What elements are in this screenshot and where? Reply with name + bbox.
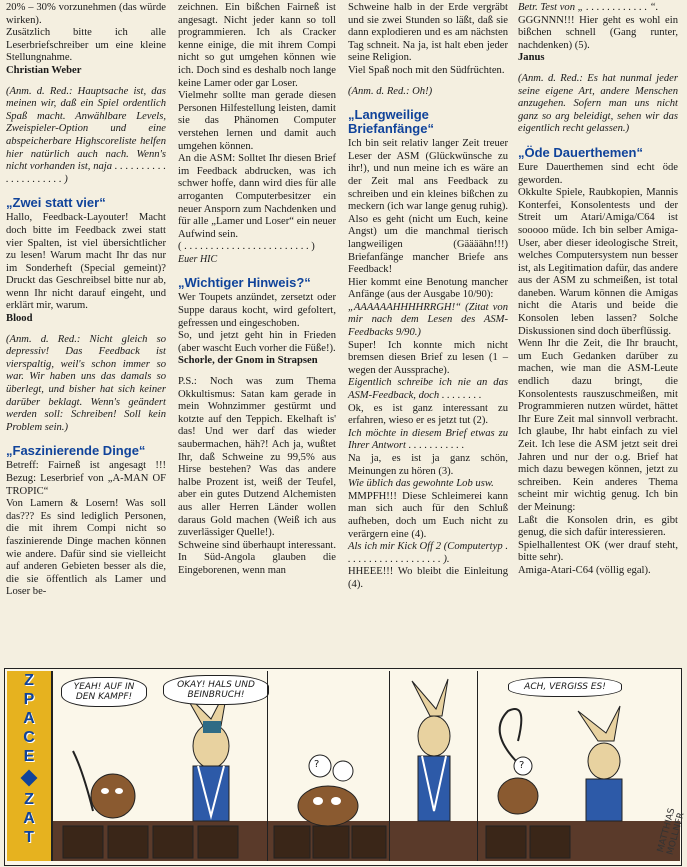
text-paragraph: HHEEE!!! Wo bleibt die Einleitung (4). — [348, 566, 508, 590]
text-quote: Wie üblich das gewohnte Lob usw. — [348, 478, 494, 490]
column-4 — [518, 2, 678, 578]
text-paragraph: Hier kommt eine Benotung mancher Anfänge (aus der Ausgabe 10/90): — [348, 276, 508, 301]
text-paragraph: Wenn Ihr die Zeit, die Ihr braucht, um Euch Gedanken darüber zu machen, wie man die ASM-Leute endlich dazu bringt, die Konsolentests rauszuschmeißen, mit Programmieren nutzen würdet, hättet Ihr Eure Zeit mal sinnvoll verbracht. Ich glaube, Ihr habt einfach zu viel Zeit. Ich lese die ASM jetzt seit drei Jahren und nur der o.g. Brief hat mich dazu bewegen können, jetzt zu schreiben. Kein anderes Thema scheint mir wichtig genug. Ich bin der Meinung: — [518, 338, 678, 513]
letter-signature: Schorle, der Gnom in Strapsen — [178, 355, 318, 367]
logo-letter: Z — [24, 672, 34, 689]
text-paragraph: Amiga-Atari-C64 (völlig egal). — [518, 564, 651, 576]
text-paragraph: An die ASM: Solltet Ihr diesen Brief im Feedback abdrucken, was ich schwer hoffe, dann wird dies für alle arroganten Computerbesitzer ein neuer Ansporn zum Nachdenken und für alle „Lamer und Loser“ ein neuer Aufwind sein. — [178, 153, 336, 240]
logo-letter: T — [24, 829, 34, 846]
comic-strip — [4, 668, 687, 866]
text-paragraph: Ich bin seit relativ langer Zeit treuer Leser der ASM (Glückwünsche zu ihr!), und nun meine ich es wäre an der Zeit mal ans Feedback zu schreiben und ein kleines bißchen zu meckern (ich war lange genug ruhig). Also es geht (nicht um Euch, keine Angst) um die manchmal tierisch langweiligen (Gäääähn!!!) Briefanfänge mancher Briefe ans Feedback! — [348, 138, 508, 276]
text-quote: Als ich mir Kick Off 2 (Computertyp . . . . . . . . . . . . . . . . . . . ). — [348, 541, 508, 565]
text-paragraph: Viel Spaß noch mit den Südfrüchten. — [348, 64, 505, 76]
speech-bubble: YEAH! AUF IN DEN KAMPF! — [61, 677, 147, 707]
letter-signature: Euer HIC — [178, 253, 218, 265]
text-paragraph: ( . . . . . . . . . . . . . . . . . . . . . . . . ) — [178, 241, 315, 253]
column-2 — [178, 2, 336, 578]
letter-signature: Christian Weber — [6, 64, 82, 76]
text-paragraph: Laßt die Konsolen drin, es gibt genug, die sich dafür interessieren. — [518, 514, 678, 539]
panel-4-art — [478, 671, 680, 861]
logo-letter: A — [23, 810, 35, 827]
text-paragraph: Hallo, Feedback-Layouter! Macht doch bitte im Feedback zwei statt vier Spalten, ist viel übersichtlicher zu lesen! Warum macht Ihr das nur im Sonderheft (Special gemeint)? Druckt das Geschreibsel bitte nur ab, wenn Ihr nicht darauf eingeht, und erklärt mir, warum. — [6, 212, 166, 312]
comic-panel-2 — [267, 671, 390, 861]
text-paragraph: So, und jetzt geht hin in Frieden (aber wascht Euch vorher die Füße!). — [178, 330, 336, 354]
panel-3-art — [390, 671, 478, 861]
panel-2-art — [268, 671, 390, 861]
editor-note: (Anm. d. Red.: Nicht gleich so depressiv! Das Feedback ist vierspaltig, weil's schon immer so war. Wir haben uns das damals so überlegt, und bisher hat sich keiner darüber beklagt. Wenn's geändert werden soll: Schreiben! Soll kein Problem sein.) — [6, 333, 166, 433]
text-paragraph: Schweine sind überhaupt interessant. In Süd-Angola glauben die Eingeborenen, wenn man — [178, 539, 336, 576]
text-paragraph: GGGNNN!!! Hier geht es wohl ein bißchen schnell (Gang runter, nachdenken) (5). — [518, 14, 678, 51]
text-paragraph: 20% – 30% vorzunehmen (das würde wirken). — [6, 2, 166, 26]
logo-letter: C — [23, 729, 35, 746]
logo-letter: Z — [24, 791, 34, 808]
diamond-icon — [21, 770, 38, 787]
logo-letter: E — [23, 748, 35, 765]
letter-heading: „Langweilige Briefanfänge“ — [348, 107, 434, 137]
text-quote: Ich möchte in diesem Brief etwas zu Ihrer Antwort . . . . . . . . . . . — [348, 427, 508, 452]
speech-bubble: ACH, VERGISS ES! — [508, 677, 622, 697]
text-quote: Betr. Test von „ . . . . . . . . . . . . “. — [518, 2, 659, 13]
letter-heading: „Zwei statt vier“ — [6, 195, 106, 211]
text-paragraph: Ok, es ist ganz interessant zu erfahren, wieso er es jetzt tut (2). — [348, 402, 508, 427]
text-paragraph: Vielmehr sollte man gerade diesen Personen Hilfestellung leisten, damit sie das Phänomen Computer verstehen lernen und damit auch umgehen können. — [178, 90, 336, 152]
comic-panel-4 — [477, 671, 687, 861]
question-mark: ? — [314, 759, 320, 770]
letter-signature: Janus — [518, 52, 545, 64]
text-paragraph: Wer Toupets anzündet, zersetzt oder Suppe daraus kocht, wird gefoltert, gefressen und eingeschoben. — [178, 292, 336, 329]
editor-note: (Anm. d. Red.: Oh!) — [348, 85, 433, 97]
letter-signature: Blood — [6, 313, 33, 325]
comic-panel-3 — [389, 671, 478, 861]
letter-heading: „Öde Dauerthemen“ — [518, 144, 643, 160]
text-paragraph: Eure Dauerthemen sind echt öde geworden. — [518, 161, 678, 186]
text-paragraph: MMPFH!!! Diese Schleimerei kann man sich auch für den Schluß aufheben, doch um Euch nicht zu verärgern eine (4). — [348, 490, 508, 540]
letter-heading: „Wichtiger Hinweis?“ — [178, 275, 311, 291]
text-paragraph: Betreff: Fairneß ist angesagt !!! Bezug: Leserbrief von „A-MAN OF TROPIC“ — [6, 460, 166, 497]
text-quote: „AAAAAAHHHHRRGH!“ (Zitat von mir nach dem Lesen des ASM-Feedbacks 9/90.) — [348, 301, 508, 339]
column-1 — [6, 2, 166, 599]
text-paragraph: Zusätzlich bitte ich alle Leserbriefschreiber um eine kleine Stellungnahme. — [6, 27, 166, 64]
text-paragraph: Spielhallentest OK (wer drauf steht, bitte sehr). — [518, 539, 678, 564]
text-paragraph: Von Lamern & Losern! Was soll das??? Es sind lediglich Personen, die mit ihrem Compi nicht so faszinierende Dinge machen können wie andere. Dafür sind sie vielleicht auf anderen Gebieten besser als die, die sie öffentlich als Lamer und Loser be- — [6, 498, 166, 598]
speech-bubble: OKAY! HALS UND BEINBRUCH! — [163, 675, 269, 705]
text-paragraph: Okkulte Spiele, Raubkopien, Mannis Konterfei, Konsolentests und der Streit um Atari/Amiga/C64 ist sooooo müde. Ich bin selber Amiga-User, aber dieser ideologische Streit, welches Computersystem nun besser ist, als Legitimation dafür, das andere aus der ASM zu schmeißen, ist total daneben. Warum können die Amigas nicht die Ataris und beide die Konsolen leben lassen? Solche Diskussionen sind doch überflüssig. — [518, 187, 678, 337]
text-paragraph: Super! Ich konnte mich nicht bremsen diesen Brief zu lesen (1 – wegen der Aussprache). — [348, 339, 508, 376]
logo-letter: A — [23, 710, 35, 727]
question-mark: ? — [519, 760, 525, 771]
editor-note: (Anm. d. Red.: Es hat nunmal jeder seine eigene Art, andere Menschen anzugehen. Sofern man uns nicht ganz so arg beleidigt, sehen wir das eigentlich recht gelassen.) — [518, 72, 678, 135]
text-paragraph: zeichnen. Ein bißchen Fairneß ist angesagt. Nicht jeder kann so toll programmieren. Ich als Cracker kenne einige, die mit ihrem Compi nicht so gut umgehen können wie ich. Doch sind es deshalb noch lange keine Lamer oder gar Loser. — [178, 2, 336, 89]
text-paragraph: P.S.: Noch was zum Thema Okkultismus: Satan kam gerade in mein Wohnzimmer gestürmt und kotzte auf den Teppich. Ekelhaft is' das! Und wer darf das wieder saubermachen, häh?! Ach ja, wußtet Ihr, daß Schweine zu 99,5% aus Hirse bestehen? Was das andere halbe Prozent ist, weiß der Teufel, aber ein gutes Dutzend Alchemisten aus aller Herren Länder wollen daraus Gold machen (Weiß ich aus zuverlässiger Quelle!). — [178, 376, 336, 539]
column-3 — [348, 2, 508, 592]
logo-letter: P — [23, 691, 35, 708]
letter-heading: „Faszinierende Dinge“ — [6, 443, 146, 459]
text-paragraph: Schweine halb in der Erde vergräbt und sie zwei Stunden so läßt, daß sie dann explodieren und es am nächsten Tag schneit. Na ja, ist halt eben jeder seine Religion. — [348, 2, 508, 64]
comic-logo — [7, 671, 52, 861]
artist-signature: MATTHIAS MOLLNER — [656, 807, 687, 857]
text-paragraph: Na ja, es ist ja ganz schön, Meinungen zu hören (3). — [348, 453, 508, 477]
comic-panel-1 — [52, 671, 268, 861]
editor-note: (Anm. d. Red.: Hauptsache ist, das meinen wir, daß ein Spiel ordentlich Spaß macht. Anwählbare Levels, Zweispieler-Option und eine abspeicherbare Highscoreliste helfen hier natürlich auch nach. Wenn's nicht vorhanden ist, naja . . . . . . . . . . . . . . . . . . . . . ) — [6, 85, 166, 185]
text-quote: Eigentlich schreibe ich nie an das ASM-Feedback, doch . . . . . . . . — [348, 377, 508, 402]
